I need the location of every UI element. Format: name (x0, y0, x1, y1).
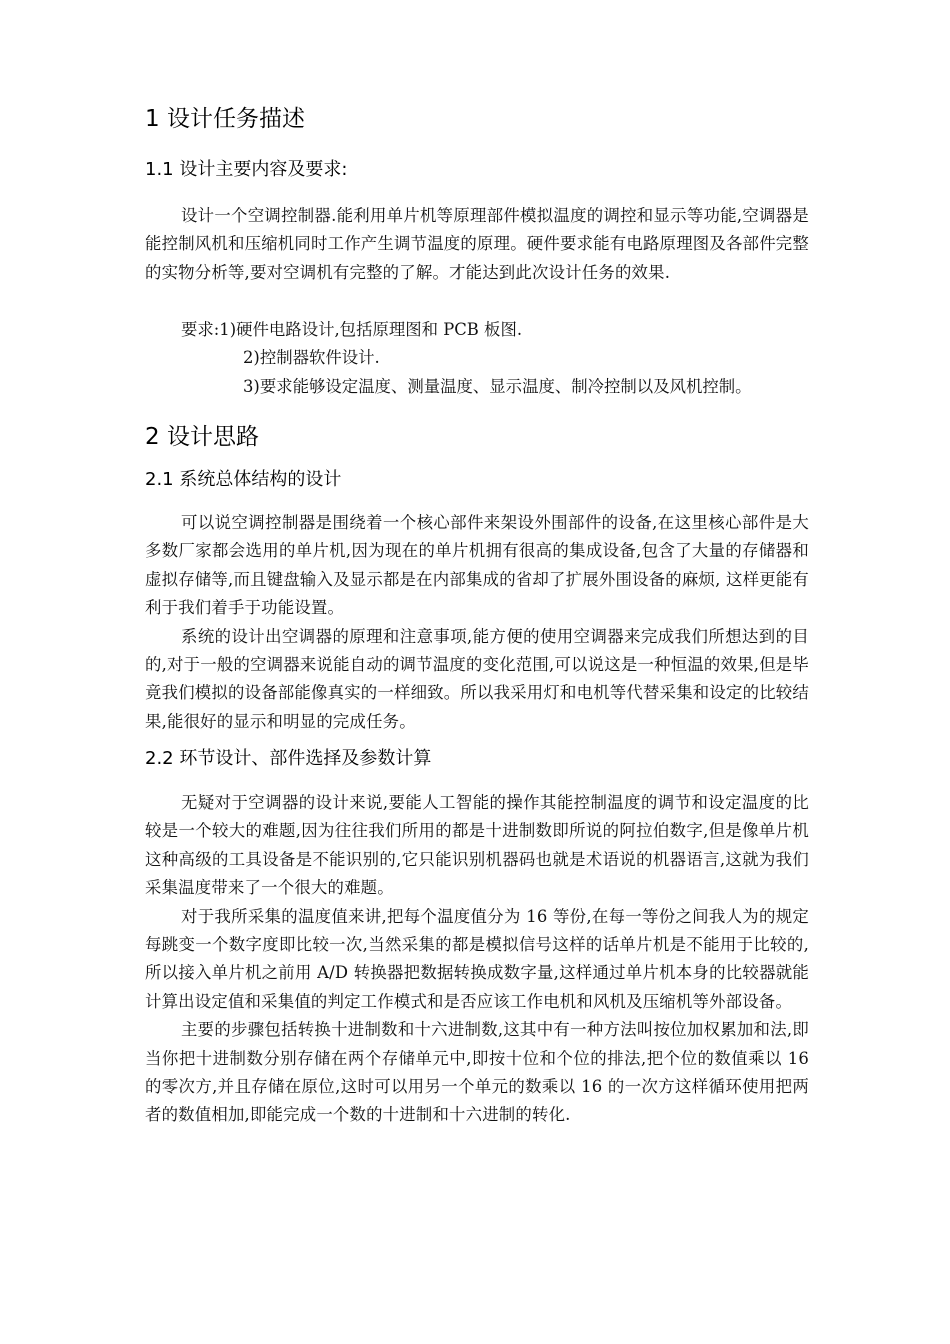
requirement-item-1: 要求:1)硬件电路设计,包括原理图和 PCB 板图. (181, 320, 523, 339)
paragraph: 主要的步骤包括转换十进制数和十六进制数,这其中有一种方法叫按位加权累加和法,即当你把十进制数分别存储在两个存储单元中,即按十位和个位的排法,把个位的数值乘以 16 的零次方,并且存储在原位,这时可以用另一个单元的数乘以 16 的一次方这样循环使用把两者的数值相加,即能完成一个数的十进制和十六进制的转化. (145, 1020, 809, 1125)
section-2-1-body (145, 509, 809, 736)
section-2-2-body (145, 789, 809, 1130)
paragraph: 可以说空调控制器是围绕着一个核心部件来架设外围部件的设备,在这里核心部件是大多数厂家都会选用的单片机,因为现在的单片机拥有很高的集成设备,包含了大量的存储器和虚拟存储等,而且键盘输入及显示都是在内部集成的省却了扩展外围设备的麻烦, 这样更能有利于我们着手于功能设置。 (145, 513, 809, 618)
paragraph: 设计一个空调控制器.能利用单片机等原理部件模拟温度的调控和显示等功能,空调器是能控制风机和压缩机同时工作产生调节温度的原理。硬件要求能有电路原理图及各部件完整的实物分析等,要对空调机有完整的了解。才能达到此次设计任务的效果. (145, 206, 809, 282)
section-2-1-heading: 2.1 系统总体结构的设计 (145, 469, 342, 490)
section-2-heading: 2 设计思路 (145, 424, 259, 450)
section-1-1-body (145, 202, 809, 287)
paragraph: 系统的设计出空调器的原理和注意事项,能方便的使用空调器来完成我们所想达到的目的,对于一般的空调器来说能自动的调节温度的变化范围,可以说这是一种恒温的效果,但是毕竟我们模拟的设备部能像真实的一样细致。所以我采用灯和电机等代替采集和设定的比较结果,能很好的显示和明显的完成任务。 (145, 626, 809, 731)
paragraph: 对于我所采集的温度值来讲,把每个温度值分为 16 等份,在每一等份之间我人为的规定每跳变一个数字度即比较一次,当然采集的都是模拟信号这样的话单片机是不能用于比较的,所以接入单片机之前用 A/D 转换器把数据转换成数字量,这样通过单片机本身的比较器就能计算出设定值和采集值的判定工作模式和是否应该工作电机和风机及压缩机等外部设备。 (145, 906, 809, 1011)
section-1-heading: 1 设计任务描述 (145, 106, 305, 132)
section-1-1-heading: 1.1 设计主要内容及要求: (145, 159, 348, 180)
requirement-item-2: 2)控制器软件设计. (243, 348, 380, 367)
requirement-item-3: 3)要求能够设定温度、测量温度、显示温度、制冷控制以及风机控制。 (243, 377, 752, 396)
paragraph: 无疑对于空调器的设计来说,要能人工智能的操作其能控制温度的调节和设定温度的比较是一个较大的难题,因为往往我们所用的都是十进制数即所说的阿拉伯数字,但是像单片机这种高级的工具设备是不能识别的,它只能识别机器码也就是术语说的机器语言,这就为我们采集温度带来了一个很大的难题。 (145, 793, 809, 898)
section-2-2-heading: 2.2 环节设计、部件选择及参数计算 (145, 748, 432, 769)
